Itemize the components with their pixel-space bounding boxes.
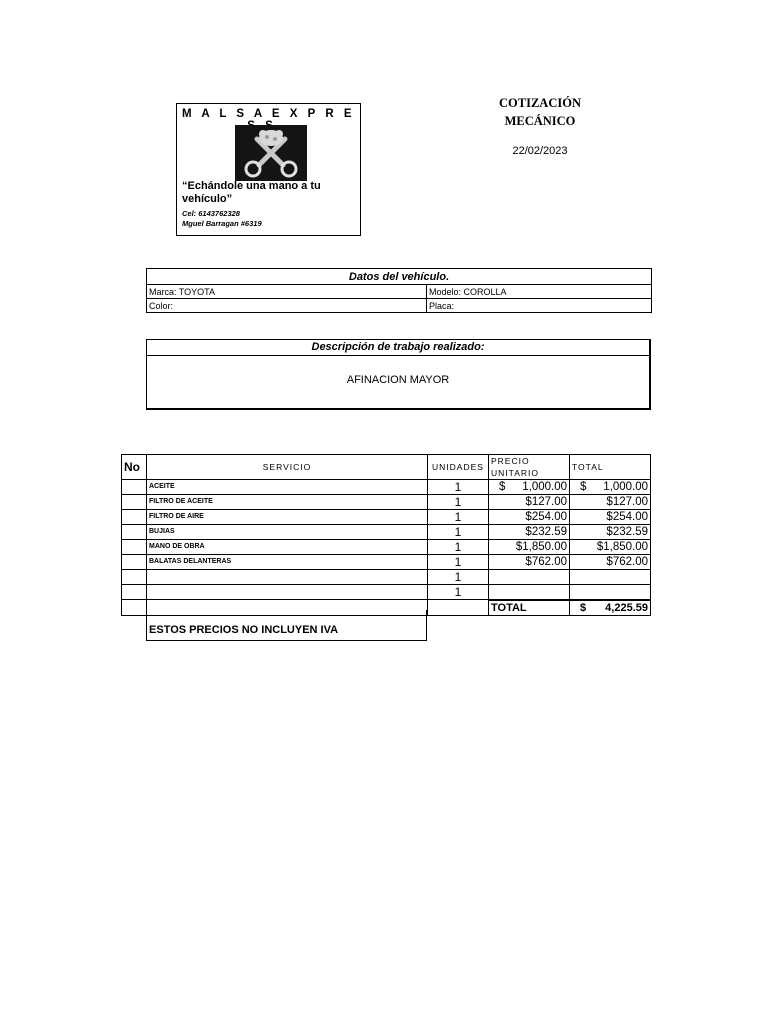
table-row <box>122 510 651 525</box>
total-label: TOTAL <box>489 600 570 616</box>
row-unidades: 1 <box>428 495 489 510</box>
vehicle-data-table <box>146 268 652 313</box>
vehicle-data-heading: Datos del vehículo. <box>147 269 652 285</box>
row-precio <box>489 510 570 525</box>
row-unidades: 1 <box>428 585 489 600</box>
services-table <box>121 454 651 616</box>
row-servicio <box>147 570 428 585</box>
wrench-logo-icon <box>235 125 307 181</box>
row-total <box>570 525 651 540</box>
row-unidades: 1 <box>428 510 489 525</box>
vehicle-model: Modelo: COROLLA <box>427 285 652 299</box>
header-precio-unitario: PRECIO UNITARIO <box>489 455 570 480</box>
document-date: 22/02/2023 <box>512 145 568 157</box>
row-unidades: 1 <box>428 570 489 585</box>
row-precio-value: $127.00 <box>525 496 567 508</box>
work-description-heading: Descripción de trabajo realizado: <box>147 340 649 356</box>
row-precio-value: $232.59 <box>525 526 567 538</box>
row-total-value: $127.00 <box>606 496 648 508</box>
services-header-row <box>122 455 651 480</box>
row-no-cell <box>122 510 147 525</box>
row-total <box>570 495 651 510</box>
vehicle-color: Color: <box>147 299 427 313</box>
row-total-value: $1,850.00 <box>596 541 648 553</box>
vehicle-make: Marca: TOYOTA <box>147 285 427 299</box>
row-precio <box>489 555 570 570</box>
row-precio-value: $254.00 <box>525 511 567 523</box>
table-row <box>122 570 651 585</box>
company-address: Mguel Barragan #6319 <box>182 219 262 228</box>
row-precio <box>489 480 570 495</box>
row-no-cell <box>122 540 147 555</box>
company-phone: Cel: 6143762328 <box>182 209 240 218</box>
header-total: TOTAL <box>570 455 651 480</box>
row-total <box>570 480 651 495</box>
row-total <box>570 585 651 600</box>
vehicle-plate: Placa: <box>427 299 652 313</box>
row-unidades: 1 <box>428 555 489 570</box>
row-servicio <box>147 585 428 600</box>
work-description-text: AFINACION MAYOR <box>346 374 450 386</box>
header-unidades: UNIDADES <box>428 455 489 480</box>
row-no-cell <box>122 495 147 510</box>
company-slogan: “Echándole una mano a tu vehículo” <box>182 180 321 205</box>
row-unidades: 1 <box>428 540 489 555</box>
company-name: M A L S A E X P R E <box>181 108 355 120</box>
row-no-cell <box>122 570 147 585</box>
table-row <box>122 525 651 540</box>
row-no-cell <box>122 555 147 570</box>
row-no-cell <box>122 480 147 495</box>
total-currency: $ <box>580 601 587 614</box>
header-servicio: SERVICIO <box>147 455 428 480</box>
row-precio <box>489 495 570 510</box>
row-servicio: FILTRO DE ACEITE <box>147 495 428 510</box>
table-row <box>122 480 651 495</box>
row-total <box>570 510 651 525</box>
company-logo-box <box>176 103 361 236</box>
row-total-currency: $ <box>580 481 587 493</box>
total-value <box>570 600 651 616</box>
row-precio <box>489 585 570 600</box>
row-total <box>570 540 651 555</box>
row-servicio: BUJIAS <box>147 525 428 540</box>
row-total-value: $254.00 <box>606 511 648 523</box>
table-row <box>122 495 651 510</box>
document-title-line1: COTIZACIÓN <box>499 96 581 110</box>
header-no: No <box>122 455 147 480</box>
row-unidades: 1 <box>428 480 489 495</box>
row-precio-value: $1,850.00 <box>515 541 567 553</box>
row-total-value: $762.00 <box>606 556 648 568</box>
row-no-cell <box>122 585 147 600</box>
row-total <box>570 555 651 570</box>
table-row <box>122 555 651 570</box>
total-row-units-cell <box>428 600 489 616</box>
total-amount: 4,225.59 <box>605 601 648 614</box>
row-servicio: MANO DE OBRA <box>147 540 428 555</box>
row-precio <box>489 525 570 540</box>
document-title-line2: MECÁNICO <box>504 114 576 128</box>
tax-note: ESTOS PRECIOS NO INCLUYEN IVA <box>146 610 427 641</box>
row-total-value: $232.59 <box>606 526 648 538</box>
row-precio-value: 1,000.00 <box>522 481 567 493</box>
row-precio-currency: $ <box>499 481 506 493</box>
work-description-box <box>146 339 651 410</box>
row-servicio: ACEITE <box>147 480 428 495</box>
total-row-no-cell <box>122 600 147 616</box>
row-no-cell <box>122 525 147 540</box>
table-row <box>122 585 651 600</box>
row-precio <box>489 540 570 555</box>
row-total <box>570 570 651 585</box>
table-row <box>122 540 651 555</box>
row-servicio: BALATAS DELANTERAS <box>147 555 428 570</box>
row-total-value: 1,000.00 <box>603 481 648 493</box>
row-precio <box>489 570 570 585</box>
row-unidades: 1 <box>428 525 489 540</box>
row-precio-value: $762.00 <box>525 556 567 568</box>
row-servicio: FILTRO DE AIRE <box>147 510 428 525</box>
